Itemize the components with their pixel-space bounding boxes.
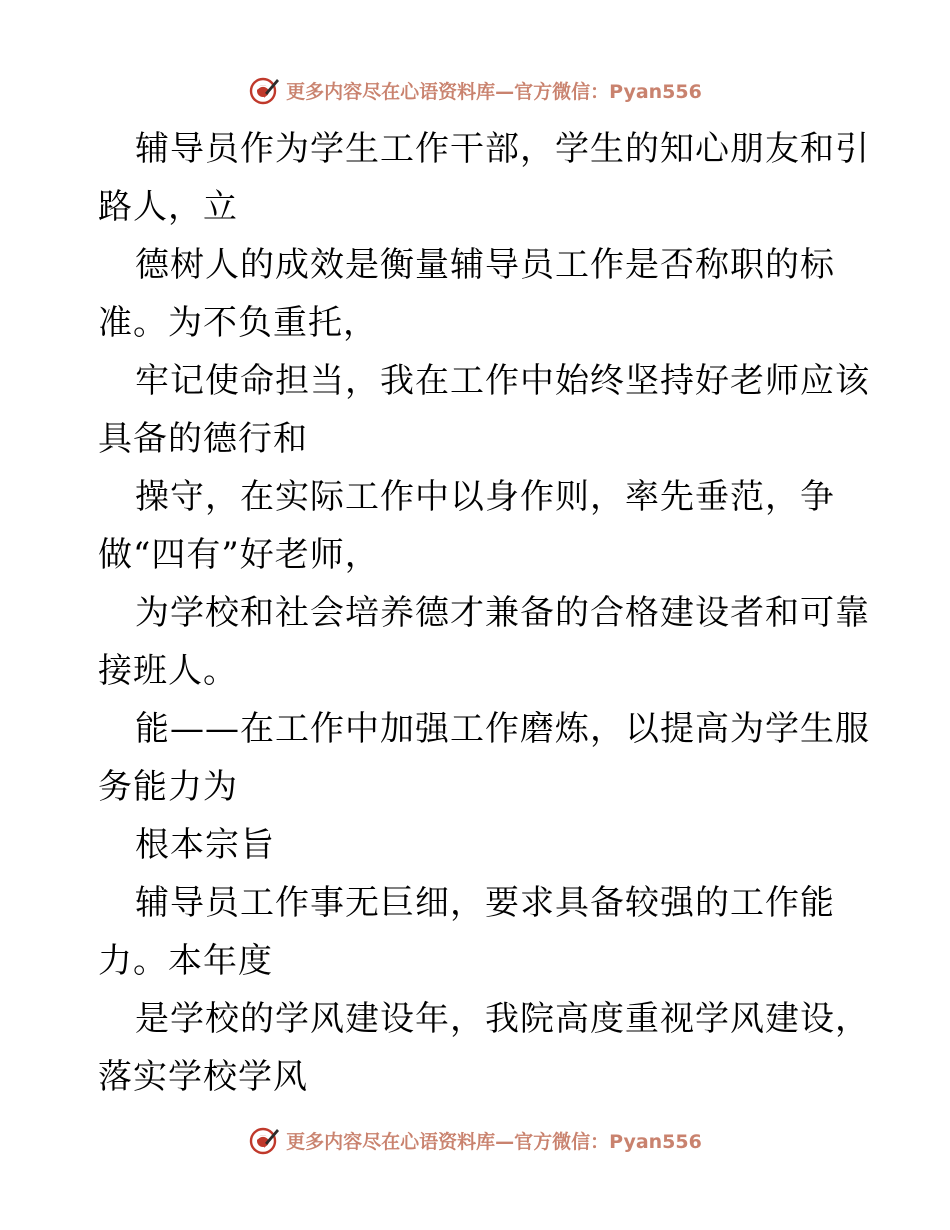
paragraph-line: 根本宗旨 (135, 825, 275, 865)
paragraph-line: 牢记使命担当，我在工作中始终坚持好老师应该 (135, 361, 870, 401)
paragraph-line: 德树人的成效是衡量辅导员工作是否称职的标 (135, 245, 835, 285)
paragraph-line: 操守，在实际工作中以身作则，率先垂范，争 (135, 477, 835, 517)
paragraph-line: 务能力为 (98, 767, 238, 807)
paragraph-line: 接班人。 (98, 651, 238, 691)
paragraph-line: 能——在工作中加强工作磨炼，以提高为学生服 (135, 709, 870, 749)
paragraph-line: 力。本年度 (98, 941, 273, 981)
paragraph-line: 做“四有”好老师， (98, 535, 380, 575)
paragraph-line: 准。为不负重托， (98, 303, 378, 343)
paragraph-line: 落实学校学风 (98, 1057, 308, 1097)
rose-pen-logo-icon (248, 1124, 280, 1156)
rose-pen-logo-icon (248, 74, 280, 106)
footer-separator: — (495, 1130, 515, 1153)
header-banner (0, 70, 950, 110)
header-banner-text (286, 77, 702, 104)
header-separator: — (495, 80, 515, 103)
paragraph-line: 是学校的学风建设年，我院高度重视学风建设， (135, 999, 870, 1039)
paragraph-line: 辅导员作为学生工作干部，学生的知心朋友和引 (135, 129, 870, 169)
footer-wechat-text: 官方微信：Pyan556 (514, 1130, 702, 1153)
document-body (98, 120, 870, 1106)
header-wechat-text: 官方微信：Pyan556 (514, 80, 702, 103)
paragraph-line: 路人，立 (98, 187, 238, 227)
footer-banner (0, 1120, 950, 1160)
paragraph-line: 具备的德行和 (98, 419, 308, 459)
header-brand-text: 更多内容尽在心语资料库 (286, 80, 496, 103)
paragraph-line: 为学校和社会培养德才兼备的合格建设者和可靠 (135, 593, 870, 633)
paragraph-line: 辅导员工作事无巨细，要求具备较强的工作能 (135, 883, 835, 923)
footer-banner-text (286, 1127, 702, 1154)
footer-brand-text: 更多内容尽在心语资料库 (286, 1130, 496, 1153)
